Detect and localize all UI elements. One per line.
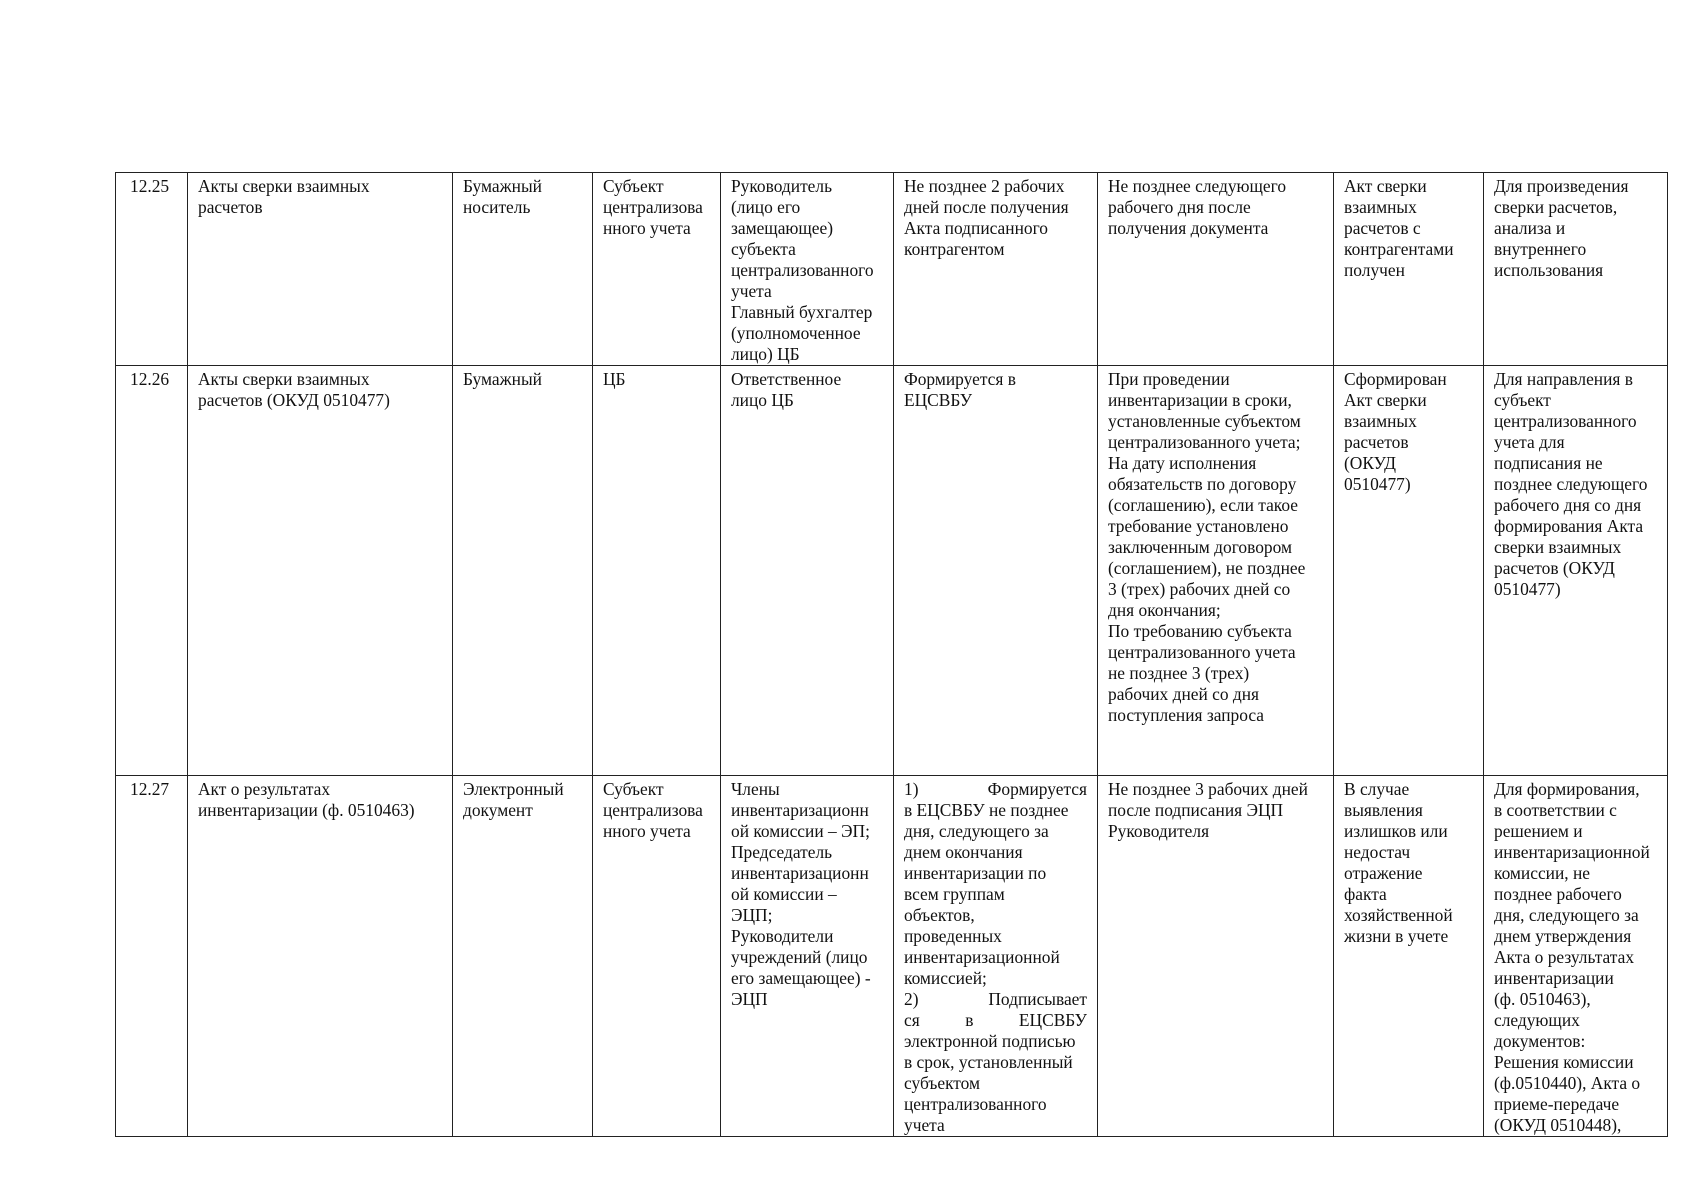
document-signer: Руководитель (лицо его замещающее) субъекта централизованного учета Главный бухгалтер (уполномоченное лицо) ЦБ — [721, 173, 894, 366]
creation-deadline — [894, 776, 1098, 1137]
table-row — [116, 366, 1668, 776]
document-medium: Бумажный — [453, 366, 593, 776]
row-number: 12.25 — [116, 173, 188, 366]
table-row — [116, 173, 1668, 366]
creation-deadline-line: 2) Подписывает — [904, 989, 1087, 1009]
creation-basis: Сформирован Акт сверки взаимных расчетов (ОКУД 0510477) — [1334, 366, 1484, 776]
creation-deadline-line: субъектом — [904, 1073, 981, 1093]
creation-deadline-line: учета — [904, 1115, 945, 1135]
row-number: 12.26 — [116, 366, 188, 776]
creation-deadline-line: ся в ЕЦСВБУ — [904, 1010, 1087, 1030]
creation-deadline-line: объектов, — [904, 905, 975, 925]
document-medium: Электронный документ — [453, 776, 593, 1137]
transfer-deadline: Не позднее следующего рабочего дня после получения документа — [1098, 173, 1334, 366]
document-purpose: Для формирования, в соответствии с решением и инвентаризационной комиссии, не позднее рабочего дня, следующего за днем утверждения Акта о результатах инвентаризации (ф. 0510463), следующих документов: Решения комиссии (ф.0510440), Акта о приеме-передаче (ОКУД 0510448), — [1484, 776, 1668, 1137]
document-signer: Члены инвентаризационн ой комиссии – ЭП; Председатель инвентаризационн ой комиссии – ЭЦП; Руководители учреждений (лицо его замещающее) - ЭЦП — [721, 776, 894, 1137]
creation-deadline-line: в ЕЦСВБУ не позднее — [904, 800, 1069, 820]
document-name: Акты сверки взаимных расчетов (ОКУД 0510477) — [188, 366, 453, 776]
document-purpose: Для направления в субъект централизованного учета для подписания не позднее следующего рабочего дня со дня формирования Акта сверки взаимных расчетов (ОКУД 0510477) — [1484, 366, 1668, 776]
document-purpose: Для произведения сверки расчетов, анализа и внутреннего использования — [1484, 173, 1668, 366]
document-medium: Бумажный носитель — [453, 173, 593, 366]
creation-basis: Акт сверки взаимных расчетов с контрагентами получен — [1334, 173, 1484, 366]
document-name: Акт о результатах инвентаризации (ф. 0510463) — [188, 776, 453, 1137]
creation-deadline-line: 1) Формируется — [904, 779, 1087, 799]
document-name: Акты сверки взаимных расчетов — [188, 173, 453, 366]
creation-deadline-line: всем группам — [904, 884, 1005, 904]
document-creator: ЦБ — [593, 366, 721, 776]
document-signer: Ответственное лицо ЦБ — [721, 366, 894, 776]
creation-deadline-line: инвентаризационной — [904, 947, 1060, 967]
row-number: 12.27 — [116, 776, 188, 1137]
table-row — [116, 776, 1668, 1137]
document-creator: Субъект централизова нного учета — [593, 173, 721, 366]
creation-deadline: Формируется в ЕЦСВБУ — [894, 366, 1098, 776]
creation-deadline-line: проведенных — [904, 926, 1002, 946]
creation-deadline: Не позднее 2 рабочих дней после получения Акта подписанного контрагентом — [894, 173, 1098, 366]
creation-deadline-line: комиссией; — [904, 968, 987, 988]
creation-deadline-line: днем окончания — [904, 842, 1023, 862]
creation-deadline-line: инвентаризации по — [904, 863, 1047, 883]
transfer-deadline: При проведении инвентаризации в сроки, установленные субъектом централизованного учета; На дату исполнения обязательств по договору (соглашению), если такое требование установлено заключенным договором (соглашением), не позднее 3 (трех) рабочих дней со дня окончания; По требованию субъекта централизованного учета не позднее 3 (трех) рабочих дней со дня поступления запроса — [1098, 366, 1334, 776]
transfer-deadline: Не позднее 3 рабочих дней после подписания ЭЦП Руководителя — [1098, 776, 1334, 1137]
creation-deadline-line: дня, следующего за — [904, 821, 1049, 841]
document-table — [115, 172, 1668, 1137]
creation-deadline-line: в срок, установленный — [904, 1052, 1073, 1072]
creation-basis: В случае выявления излишков или недостач отражение факта хозяйственной жизни в учете — [1334, 776, 1484, 1137]
creation-deadline-line: электронной подписью — [904, 1031, 1076, 1051]
creation-deadline-line: централизованного — [904, 1094, 1047, 1114]
document-creator: Субъект централизова нного учета — [593, 776, 721, 1137]
